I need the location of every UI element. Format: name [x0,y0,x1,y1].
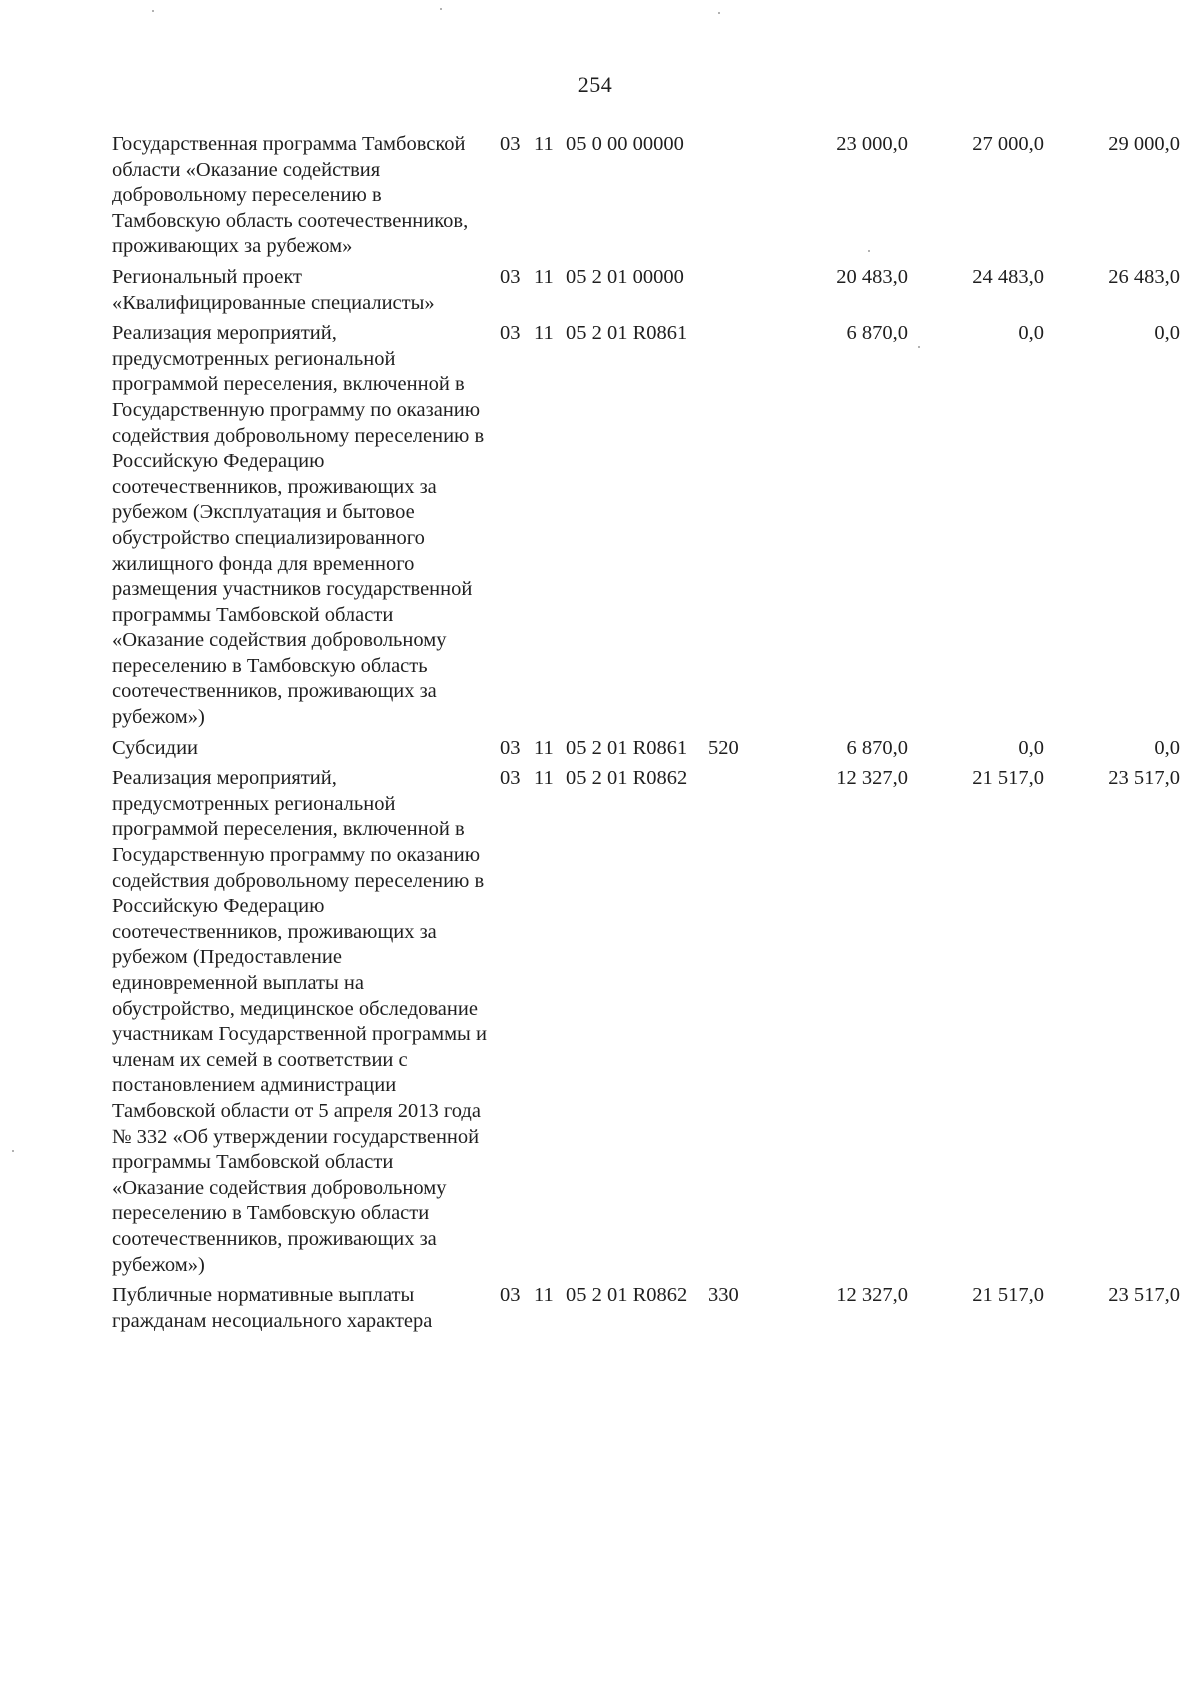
scan-speck [440,8,442,10]
row-name: Реализация мероприятий, предусмотренных региональной программой переселения, включенной в Государственную программу по оказанию содействия добровольному переселению в Российскую Федерацию соотечественников, проживающих за рубежом (Предоставление единовременной выплаты на обустройство, медицинское обследование участникам Государственной программы и членам их семей в соответствии с постановлением администрации Тамбовской области от 5 апреля 2013 года № 332 «Об утверждении государственной программы Тамбовской области «Оказание содействия добровольному переселению в Тамбовскую области соотечественников, проживающих за рубежом») [112,767,487,1276]
budget-table [112,132,1180,1339]
row-target-code: 05 0 00 00000 [566,133,684,155]
row-section: 03 [500,736,521,759]
row-section: 03 [500,1284,521,1307]
table-body [112,132,1180,1339]
row-year1-amount: 12 327,0 [836,767,908,790]
row-year2-amount: 24 483,0 [972,265,1044,288]
row-year3-amount: 23 517,0 [1108,1284,1180,1307]
row-expense-type [706,132,770,265]
scan-speck [152,10,154,12]
row-year2-amount: 27 000,0 [972,133,1044,155]
table-row [112,1283,1180,1339]
page-number: 254 [577,72,613,97]
row-year2-amount: 0,0 [1018,736,1044,759]
scan-speck [918,346,920,348]
row-target-code: 05 2 01 R0862 [566,1284,688,1307]
row-year3-amount: 23 517,0 [1108,767,1180,790]
row-year1-amount: 23 000,0 [836,133,908,155]
row-expense-type: 520 [708,736,739,759]
row-expense-type [706,265,770,321]
row-name: Региональный проект «Квалифицированные специалисты» [112,265,435,314]
row-section: 03 [500,265,521,288]
row-year3-amount: 0,0 [1154,736,1180,759]
scan-speck [718,12,720,14]
row-year3-amount: 0,0 [1154,322,1180,345]
row-year1-amount: 12 327,0 [836,1284,908,1307]
table-row [112,265,1180,321]
row-subsection: 11 [534,322,554,345]
row-name: Государственная программа Тамбовской области «Оказание содействия добровольному переселению в Тамбовскую область соотечественников, проживающих за рубежом» [112,133,469,258]
row-year3-amount: 26 483,0 [1108,265,1180,288]
row-year3-amount: 29 000,0 [1108,133,1180,155]
row-section: 03 [500,767,521,790]
row-year2-amount: 0,0 [1018,322,1044,345]
row-target-code: 05 2 01 R0861 [566,322,688,345]
row-year2-amount: 21 517,0 [972,767,1044,790]
row-expense-type [706,321,770,736]
row-year2-amount: 21 517,0 [972,1284,1044,1307]
row-expense-type [706,766,770,1283]
scan-speck [868,250,870,252]
row-subsection: 11 [534,1284,554,1307]
table-row [112,321,1180,736]
table-row [112,132,1180,265]
row-name: Субсидии [112,736,199,759]
row-target-code: 05 2 01 R0862 [566,767,688,790]
row-expense-type: 330 [708,1284,739,1307]
table-row [112,736,1180,767]
row-year1-amount: 6 870,0 [846,736,908,759]
row-subsection: 11 [534,133,554,155]
row-subsection: 11 [534,736,554,759]
row-subsection: 11 [534,767,554,790]
table-row [112,766,1180,1283]
row-section: 03 [500,322,521,345]
row-subsection: 11 [534,265,554,288]
row-target-code: 05 2 01 R0861 [566,736,688,759]
scan-speck [12,1150,14,1152]
row-name: Реализация мероприятий, предусмотренных региональной программой переселения, включенной в Государственную программу по оказанию содействия добровольному переселению в Российскую Федерацию соотечественников, проживающих за рубежом (Эксплуатация и бытовое обустройство специализированного жилищного фонда для временного размещения участников государственной программы Тамбовской области «Оказание содействия добровольному переселению в Тамбовскую область соотечественников, проживающих за рубежом») [112,322,485,729]
row-section: 03 [500,133,521,155]
row-year1-amount: 20 483,0 [836,265,908,288]
row-name: Публичные нормативные выплаты гражданам несоциального характера [112,1284,433,1332]
row-target-code: 05 2 01 00000 [566,265,684,288]
row-year1-amount: 6 870,0 [846,322,908,345]
